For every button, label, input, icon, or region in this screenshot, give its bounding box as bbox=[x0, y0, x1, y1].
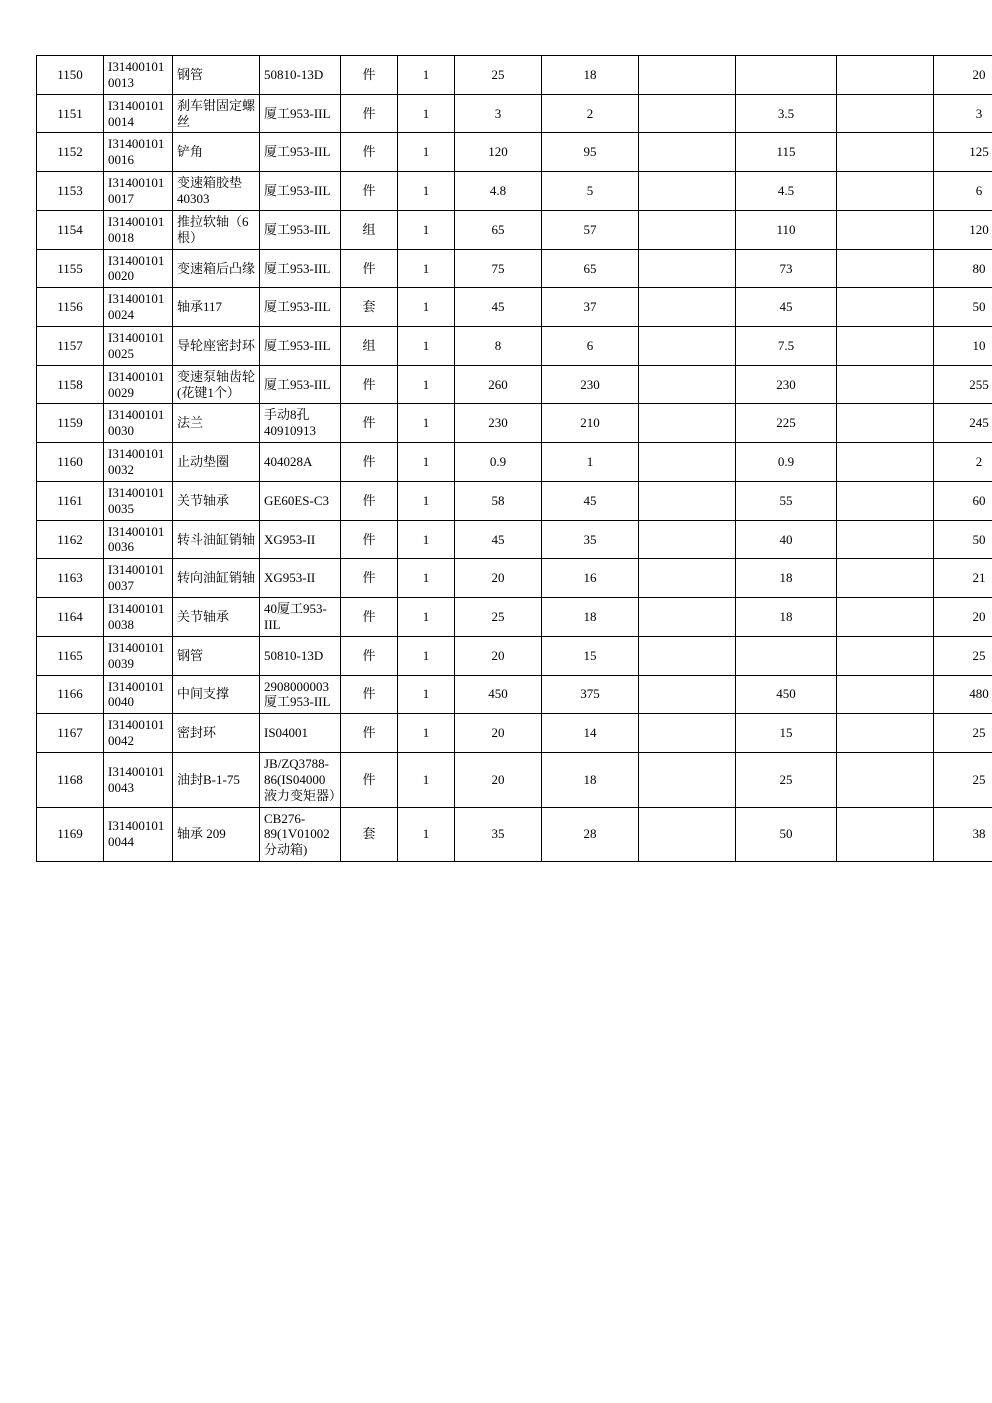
cell-index: 1160 bbox=[37, 443, 104, 482]
cell-unit: 件 bbox=[341, 675, 398, 714]
cell-price-6: 20 bbox=[934, 598, 992, 637]
cell-price-5 bbox=[837, 598, 934, 637]
cell-price-6: 255 bbox=[934, 365, 992, 404]
cell-price-5 bbox=[837, 288, 934, 327]
cell-code: I314001010035 bbox=[104, 481, 173, 520]
cell-price-4: 0.9 bbox=[736, 443, 837, 482]
cell-price-2: 28 bbox=[542, 807, 639, 862]
cell-price-5 bbox=[837, 807, 934, 862]
cell-price-4: 450 bbox=[736, 675, 837, 714]
cell-quantity: 1 bbox=[398, 752, 455, 807]
cell-unit: 件 bbox=[341, 520, 398, 559]
cell-price-6: 38 bbox=[934, 807, 992, 862]
cell-unit: 件 bbox=[341, 636, 398, 675]
cell-spec: 厦工953-IIL bbox=[260, 94, 341, 133]
cell-unit: 件 bbox=[341, 249, 398, 288]
cell-name: 铲角 bbox=[173, 133, 260, 172]
cell-price-5 bbox=[837, 249, 934, 288]
cell-price-5 bbox=[837, 752, 934, 807]
cell-price-5 bbox=[837, 94, 934, 133]
cell-price-2: 18 bbox=[542, 56, 639, 95]
cell-spec: 厦工953-IIL bbox=[260, 327, 341, 366]
cell-price-4: 50 bbox=[736, 807, 837, 862]
cell-price-4: 7.5 bbox=[736, 327, 837, 366]
table-row[interactable] bbox=[37, 172, 992, 211]
cell-price-5 bbox=[837, 327, 934, 366]
cell-price-5 bbox=[837, 172, 934, 211]
cell-price-3 bbox=[639, 172, 736, 211]
cell-name: 转向油缸销轴 bbox=[173, 559, 260, 598]
cell-price-1: 4.8 bbox=[455, 172, 542, 211]
cell-price-3 bbox=[639, 327, 736, 366]
cell-price-6: 21 bbox=[934, 559, 992, 598]
cell-price-2: 5 bbox=[542, 172, 639, 211]
cell-name: 止动垫圈 bbox=[173, 443, 260, 482]
table-row[interactable] bbox=[37, 133, 992, 172]
cell-quantity: 1 bbox=[398, 714, 455, 753]
cell-spec: JB/ZQ3788-86(IS04000液力变矩器） bbox=[260, 752, 341, 807]
cell-spec: CB276-89(1V01002分动箱) bbox=[260, 807, 341, 862]
cell-quantity: 1 bbox=[398, 636, 455, 675]
cell-price-3 bbox=[639, 807, 736, 862]
cell-name: 法兰 bbox=[173, 404, 260, 443]
cell-price-6: 245 bbox=[934, 404, 992, 443]
cell-price-4: 73 bbox=[736, 249, 837, 288]
cell-index: 1166 bbox=[37, 675, 104, 714]
cell-price-2: 210 bbox=[542, 404, 639, 443]
table-row[interactable] bbox=[37, 598, 992, 637]
cell-unit: 件 bbox=[341, 133, 398, 172]
cell-code: I314001010042 bbox=[104, 714, 173, 753]
table-row[interactable] bbox=[37, 56, 992, 95]
cell-price-1: 20 bbox=[455, 752, 542, 807]
cell-price-2: 18 bbox=[542, 598, 639, 637]
cell-price-3 bbox=[639, 404, 736, 443]
cell-name: 关节轴承 bbox=[173, 481, 260, 520]
cell-quantity: 1 bbox=[398, 327, 455, 366]
cell-price-1: 120 bbox=[455, 133, 542, 172]
cell-quantity: 1 bbox=[398, 94, 455, 133]
cell-spec: XG953-II bbox=[260, 520, 341, 559]
cell-spec: XG953-II bbox=[260, 559, 341, 598]
cell-quantity: 1 bbox=[398, 365, 455, 404]
table-row[interactable] bbox=[37, 327, 992, 366]
cell-price-2: 16 bbox=[542, 559, 639, 598]
cell-price-5 bbox=[837, 365, 934, 404]
cell-name: 导轮座密封环 bbox=[173, 327, 260, 366]
cell-quantity: 1 bbox=[398, 249, 455, 288]
cell-quantity: 1 bbox=[398, 481, 455, 520]
cell-price-1: 25 bbox=[455, 56, 542, 95]
cell-quantity: 1 bbox=[398, 56, 455, 95]
table-body bbox=[37, 56, 992, 862]
cell-price-4: 18 bbox=[736, 598, 837, 637]
cell-price-3 bbox=[639, 249, 736, 288]
cell-index: 1156 bbox=[37, 288, 104, 327]
cell-price-1: 20 bbox=[455, 636, 542, 675]
cell-price-1: 45 bbox=[455, 520, 542, 559]
cell-quantity: 1 bbox=[398, 443, 455, 482]
cell-price-1: 20 bbox=[455, 559, 542, 598]
cell-unit: 件 bbox=[341, 598, 398, 637]
cell-index: 1151 bbox=[37, 94, 104, 133]
cell-code: I314001010036 bbox=[104, 520, 173, 559]
cell-price-3 bbox=[639, 520, 736, 559]
table-row[interactable] bbox=[37, 94, 992, 133]
cell-price-3 bbox=[639, 714, 736, 753]
cell-quantity: 1 bbox=[398, 675, 455, 714]
cell-price-2: 6 bbox=[542, 327, 639, 366]
cell-price-2: 35 bbox=[542, 520, 639, 559]
cell-code: I314001010024 bbox=[104, 288, 173, 327]
cell-price-2: 95 bbox=[542, 133, 639, 172]
cell-price-5 bbox=[837, 443, 934, 482]
cell-price-3 bbox=[639, 94, 736, 133]
cell-price-4: 25 bbox=[736, 752, 837, 807]
cell-price-6: 80 bbox=[934, 249, 992, 288]
cell-index: 1168 bbox=[37, 752, 104, 807]
cell-name: 变速箱胶垫 40303 bbox=[173, 172, 260, 211]
cell-price-4: 3.5 bbox=[736, 94, 837, 133]
cell-name: 钢管 bbox=[173, 56, 260, 95]
cell-index: 1158 bbox=[37, 365, 104, 404]
cell-price-2: 2 bbox=[542, 94, 639, 133]
cell-price-4 bbox=[736, 56, 837, 95]
cell-price-3 bbox=[639, 481, 736, 520]
cell-price-6: 20 bbox=[934, 56, 992, 95]
cell-price-6: 60 bbox=[934, 481, 992, 520]
cell-spec: 404028A bbox=[260, 443, 341, 482]
cell-price-3 bbox=[639, 443, 736, 482]
cell-spec: 2908000003厦工953-IIL bbox=[260, 675, 341, 714]
cell-price-3 bbox=[639, 56, 736, 95]
cell-price-6: 6 bbox=[934, 172, 992, 211]
cell-code: I314001010013 bbox=[104, 56, 173, 95]
cell-price-3 bbox=[639, 288, 736, 327]
cell-price-6: 125 bbox=[934, 133, 992, 172]
cell-unit: 件 bbox=[341, 94, 398, 133]
cell-name: 转斗油缸销轴 bbox=[173, 520, 260, 559]
cell-spec: 40厦工953-IIL bbox=[260, 598, 341, 637]
cell-code: I314001010017 bbox=[104, 172, 173, 211]
cell-price-2: 18 bbox=[542, 752, 639, 807]
cell-name: 变速箱后凸缘 bbox=[173, 249, 260, 288]
cell-quantity: 1 bbox=[398, 404, 455, 443]
cell-unit: 件 bbox=[341, 172, 398, 211]
table-row[interactable] bbox=[37, 714, 992, 753]
cell-price-4 bbox=[736, 636, 837, 675]
table-row[interactable] bbox=[37, 675, 992, 714]
cell-price-3 bbox=[639, 752, 736, 807]
cell-price-5 bbox=[837, 559, 934, 598]
cell-spec: 厦工953-IIL bbox=[260, 210, 341, 249]
cell-price-4: 55 bbox=[736, 481, 837, 520]
cell-unit: 件 bbox=[341, 443, 398, 482]
cell-price-1: 75 bbox=[455, 249, 542, 288]
cell-price-4: 115 bbox=[736, 133, 837, 172]
cell-name: 轴承 209 bbox=[173, 807, 260, 862]
table-row[interactable] bbox=[37, 559, 992, 598]
cell-spec: GE60ES-C3 bbox=[260, 481, 341, 520]
cell-spec: 厦工953-IIL bbox=[260, 172, 341, 211]
cell-unit: 件 bbox=[341, 481, 398, 520]
cell-index: 1152 bbox=[37, 133, 104, 172]
cell-price-4: 45 bbox=[736, 288, 837, 327]
table-row[interactable] bbox=[37, 365, 992, 404]
cell-code: I314001010040 bbox=[104, 675, 173, 714]
cell-index: 1153 bbox=[37, 172, 104, 211]
cell-index: 1157 bbox=[37, 327, 104, 366]
cell-unit: 套 bbox=[341, 807, 398, 862]
cell-price-5 bbox=[837, 210, 934, 249]
table-row[interactable] bbox=[37, 249, 992, 288]
cell-price-4: 230 bbox=[736, 365, 837, 404]
cell-price-2: 37 bbox=[542, 288, 639, 327]
cell-spec: 厦工953-IIL bbox=[260, 249, 341, 288]
table-row[interactable] bbox=[37, 210, 992, 249]
cell-price-6: 25 bbox=[934, 636, 992, 675]
cell-price-2: 57 bbox=[542, 210, 639, 249]
cell-index: 1162 bbox=[37, 520, 104, 559]
cell-price-4: 18 bbox=[736, 559, 837, 598]
cell-price-4: 225 bbox=[736, 404, 837, 443]
cell-unit: 件 bbox=[341, 56, 398, 95]
cell-price-3 bbox=[639, 598, 736, 637]
cell-price-5 bbox=[837, 520, 934, 559]
table-row[interactable] bbox=[37, 752, 992, 807]
cell-spec: 50810-13D bbox=[260, 636, 341, 675]
cell-price-1: 35 bbox=[455, 807, 542, 862]
cell-code: I314001010044 bbox=[104, 807, 173, 862]
cell-quantity: 1 bbox=[398, 288, 455, 327]
cell-price-6: 50 bbox=[934, 520, 992, 559]
cell-price-2: 1 bbox=[542, 443, 639, 482]
cell-price-6: 2 bbox=[934, 443, 992, 482]
cell-price-1: 20 bbox=[455, 714, 542, 753]
table-row[interactable] bbox=[37, 636, 992, 675]
cell-quantity: 1 bbox=[398, 559, 455, 598]
cell-code: I314001010029 bbox=[104, 365, 173, 404]
cell-price-2: 14 bbox=[542, 714, 639, 753]
cell-name: 密封环 bbox=[173, 714, 260, 753]
cell-code: I314001010043 bbox=[104, 752, 173, 807]
cell-price-1: 45 bbox=[455, 288, 542, 327]
cell-spec: 厦工953-IIL bbox=[260, 133, 341, 172]
cell-price-5 bbox=[837, 56, 934, 95]
table-row[interactable] bbox=[37, 443, 992, 482]
table-row[interactable] bbox=[37, 404, 992, 443]
cell-unit: 件 bbox=[341, 714, 398, 753]
cell-quantity: 1 bbox=[398, 133, 455, 172]
cell-price-2: 15 bbox=[542, 636, 639, 675]
cell-price-5 bbox=[837, 133, 934, 172]
cell-index: 1165 bbox=[37, 636, 104, 675]
cell-quantity: 1 bbox=[398, 598, 455, 637]
cell-price-1: 8 bbox=[455, 327, 542, 366]
cell-price-3 bbox=[639, 636, 736, 675]
cell-price-4: 40 bbox=[736, 520, 837, 559]
cell-price-6: 25 bbox=[934, 714, 992, 753]
cell-price-5 bbox=[837, 481, 934, 520]
cell-unit: 组 bbox=[341, 210, 398, 249]
cell-price-2: 65 bbox=[542, 249, 639, 288]
cell-index: 1161 bbox=[37, 481, 104, 520]
cell-price-1: 25 bbox=[455, 598, 542, 637]
cell-code: I314001010038 bbox=[104, 598, 173, 637]
cell-name: 推拉软轴（6根） bbox=[173, 210, 260, 249]
cell-price-5 bbox=[837, 675, 934, 714]
cell-spec: 厦工953-IIL bbox=[260, 365, 341, 404]
cell-unit: 件 bbox=[341, 752, 398, 807]
cell-price-5 bbox=[837, 404, 934, 443]
cell-code: I314001010030 bbox=[104, 404, 173, 443]
cell-price-5 bbox=[837, 636, 934, 675]
cell-price-4: 4.5 bbox=[736, 172, 837, 211]
cell-name: 变速泵轴齿轮(花键1个） bbox=[173, 365, 260, 404]
cell-unit: 套 bbox=[341, 288, 398, 327]
cell-index: 1167 bbox=[37, 714, 104, 753]
cell-spec: 50810-13D bbox=[260, 56, 341, 95]
cell-quantity: 1 bbox=[398, 172, 455, 211]
cell-price-6: 25 bbox=[934, 752, 992, 807]
cell-price-1: 450 bbox=[455, 675, 542, 714]
cell-index: 1154 bbox=[37, 210, 104, 249]
table-row[interactable] bbox=[37, 520, 992, 559]
parts-price-table bbox=[36, 55, 992, 862]
cell-name: 轴承117 bbox=[173, 288, 260, 327]
cell-code: I314001010018 bbox=[104, 210, 173, 249]
cell-price-3 bbox=[639, 365, 736, 404]
cell-price-6: 50 bbox=[934, 288, 992, 327]
table-row[interactable] bbox=[37, 807, 992, 862]
cell-price-5 bbox=[837, 714, 934, 753]
table-row[interactable] bbox=[37, 288, 992, 327]
table-row[interactable] bbox=[37, 481, 992, 520]
cell-price-4: 15 bbox=[736, 714, 837, 753]
cell-name: 刹车钳固定螺丝 bbox=[173, 94, 260, 133]
cell-price-3 bbox=[639, 210, 736, 249]
cell-spec: 厦工953-IIL bbox=[260, 288, 341, 327]
cell-code: I314001010025 bbox=[104, 327, 173, 366]
cell-name: 中间支撑 bbox=[173, 675, 260, 714]
cell-code: I314001010016 bbox=[104, 133, 173, 172]
cell-price-6: 120 bbox=[934, 210, 992, 249]
cell-price-1: 58 bbox=[455, 481, 542, 520]
cell-price-1: 230 bbox=[455, 404, 542, 443]
cell-index: 1164 bbox=[37, 598, 104, 637]
cell-price-6: 3 bbox=[934, 94, 992, 133]
cell-code: I314001010032 bbox=[104, 443, 173, 482]
cell-unit: 件 bbox=[341, 404, 398, 443]
cell-price-1: 3 bbox=[455, 94, 542, 133]
cell-quantity: 1 bbox=[398, 210, 455, 249]
cell-price-1: 65 bbox=[455, 210, 542, 249]
cell-price-3 bbox=[639, 559, 736, 598]
cell-price-3 bbox=[639, 675, 736, 714]
cell-quantity: 1 bbox=[398, 807, 455, 862]
cell-index: 1159 bbox=[37, 404, 104, 443]
cell-price-2: 230 bbox=[542, 365, 639, 404]
cell-price-6: 480 bbox=[934, 675, 992, 714]
cell-unit: 组 bbox=[341, 327, 398, 366]
cell-unit: 件 bbox=[341, 365, 398, 404]
cell-quantity: 1 bbox=[398, 520, 455, 559]
cell-index: 1169 bbox=[37, 807, 104, 862]
cell-price-6: 10 bbox=[934, 327, 992, 366]
cell-unit: 件 bbox=[341, 559, 398, 598]
cell-price-1: 0.9 bbox=[455, 443, 542, 482]
cell-spec: IS04001 bbox=[260, 714, 341, 753]
cell-code: I314001010020 bbox=[104, 249, 173, 288]
cell-price-1: 260 bbox=[455, 365, 542, 404]
cell-price-3 bbox=[639, 133, 736, 172]
cell-name: 关节轴承 bbox=[173, 598, 260, 637]
cell-price-2: 375 bbox=[542, 675, 639, 714]
cell-spec: 手动8孔40910913 bbox=[260, 404, 341, 443]
cell-index: 1155 bbox=[37, 249, 104, 288]
cell-code: I314001010014 bbox=[104, 94, 173, 133]
cell-index: 1150 bbox=[37, 56, 104, 95]
cell-price-4: 110 bbox=[736, 210, 837, 249]
cell-code: I314001010037 bbox=[104, 559, 173, 598]
cell-name: 钢管 bbox=[173, 636, 260, 675]
cell-price-2: 45 bbox=[542, 481, 639, 520]
cell-name: 油封B-1-75 bbox=[173, 752, 260, 807]
cell-index: 1163 bbox=[37, 559, 104, 598]
cell-code: I314001010039 bbox=[104, 636, 173, 675]
